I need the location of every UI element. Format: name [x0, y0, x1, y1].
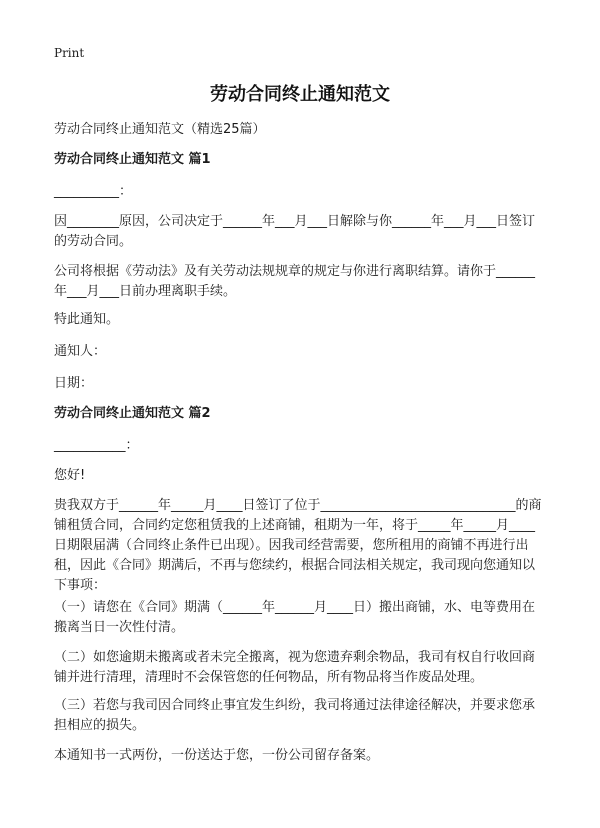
section-2-salutation: ___________：: [54, 438, 139, 453]
section-1-notifier: 通知人：: [54, 344, 107, 359]
section-2-item-3: （三）若您与我司因合同终止事宜发生纠纷，我司将通过法律途径解决，并要求您承担相应的损失。: [54, 698, 536, 733]
section-1-date: 日期：: [54, 376, 94, 391]
section-2-closing: 本通知书一式两份，一份送达于您，一份公司留存备案。: [54, 748, 380, 763]
section-1-paragraph-2: 公司将根据《劳动法》及有关劳动法规规章的规定与你进行离职结算。请你于______年___月___日前办理离职手续。: [54, 264, 536, 299]
section-1-paragraph-1: 因________原因，公司决定于______年___月___日解除与你______年___月___日签订的劳动合同。: [54, 214, 536, 249]
section-2-paragraph-1: 贵我双方于______年_____月____日签订了位于______________________________的商铺租赁合同，合同约定您租赁我的上述商铺，租期为一年，将于_____年_____月____日期限届满（合同终止条件已出现）。因我司经营需要，您所租用的商铺不再进行出租，因此《合同》期满后，不再与您续约，根据合同法相关规定，我司现向您通知以下事项：: [54, 498, 542, 593]
section-2-item-1: （一）请您在《合同》期满（______年______月____日）搬出商铺，水、电等费用在搬离当日一次性付清。: [54, 600, 536, 635]
print-label: Print: [54, 46, 85, 60]
document-subtitle: 劳动合同终止通知范文（精选25篇）: [54, 122, 266, 137]
section-1-salutation: __________：: [54, 184, 133, 199]
page-title: 劳动合同终止通知范文: [210, 84, 390, 105]
section-2-greeting: 您好!: [54, 468, 86, 483]
section-2-heading: 劳动合同终止通知范文 篇2: [54, 406, 211, 421]
section-1-closing: 特此通知。: [54, 312, 120, 327]
section-2-item-2: （二）如您逾期未搬离或者未完全搬离，视为您遗弃剩余物品，我司有权自行收回商铺并进行清理，清理时不会保管您的任何物品，所有物品将当作废品处理。: [54, 650, 536, 685]
section-1-heading: 劳动合同终止通知范文 篇1: [54, 152, 211, 167]
